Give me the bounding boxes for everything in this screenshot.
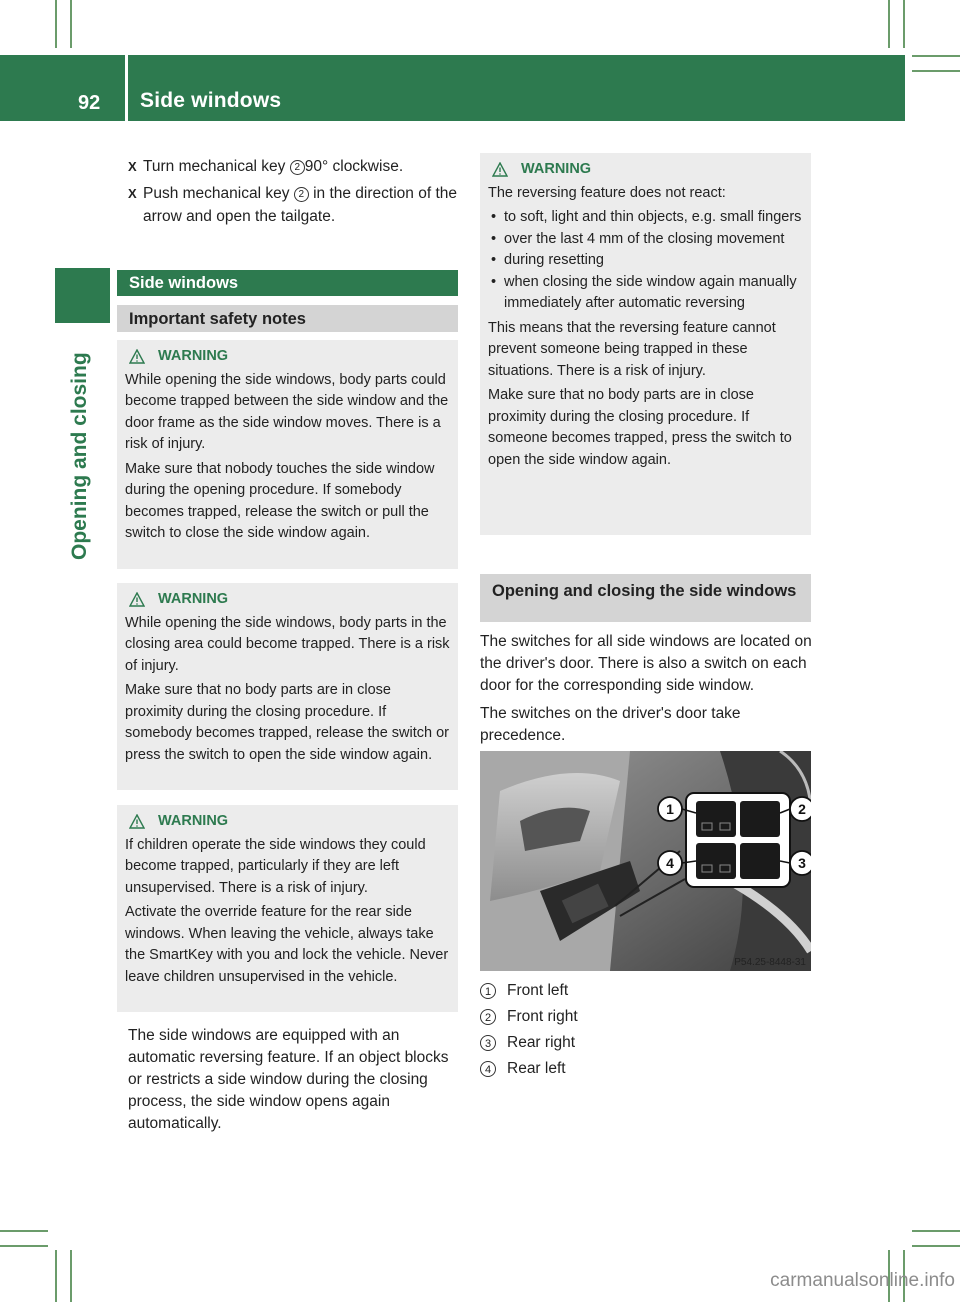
crop-mark bbox=[903, 0, 905, 48]
list-item: • over the last 4 mm of the closing movement bbox=[488, 229, 803, 251]
warning-box bbox=[480, 153, 811, 535]
legend-label: Rear right bbox=[507, 1034, 576, 1051]
paragraph: The side windows are equipped with an automatic reversing feature. If an object blocks or restricts a side window during the closing process, the side window opens again automatically. bbox=[128, 1027, 449, 1132]
legend-label: Front left bbox=[507, 982, 569, 999]
step-text: 90° clockwise. bbox=[304, 158, 404, 175]
legend-item bbox=[480, 1030, 810, 1056]
body-paragraph bbox=[128, 1025, 461, 1141]
warning-text: The reversing feature does not react: bbox=[488, 184, 726, 201]
step-text: in the direction of the arrow and open the tailgate. bbox=[143, 185, 457, 225]
step-text: Turn mechanical key bbox=[143, 158, 290, 175]
page-title: Side windows bbox=[140, 89, 282, 112]
warning-box bbox=[117, 583, 458, 790]
paragraph: The switches on the driver's door take precedence. bbox=[480, 705, 741, 744]
list-item: • to soft, light and thin objects, e.g. small fingers bbox=[488, 207, 803, 229]
callout-icon: 1 bbox=[480, 983, 496, 999]
warning-triangle-icon bbox=[129, 592, 145, 607]
instruction-step bbox=[128, 182, 463, 228]
crop-mark bbox=[888, 0, 890, 48]
door-switch-photo bbox=[480, 751, 811, 971]
warning-text: Make sure that no body parts are in close proximity during the closing procedure. If somebody becomes trapped, release the switch or press the switch to open the side window again. bbox=[125, 682, 450, 763]
warning-label: WARNING bbox=[158, 348, 229, 364]
figure-code: P54.25-8448-31 bbox=[734, 957, 806, 968]
warning-text: This means that the reversing feature cannot prevent someone being trapped in these situations. There is a risk of injury. bbox=[488, 319, 776, 379]
subsection-heading: Important safety notes bbox=[117, 305, 458, 332]
warning-bullet-list bbox=[488, 207, 803, 315]
figure-callout-3: 3 bbox=[798, 855, 806, 871]
warning-triangle-icon bbox=[129, 814, 145, 829]
paragraph: The switches for all side windows are located on the driver's door. There is also a switch on each door for the corresponding side window. bbox=[480, 633, 812, 694]
warning-label: WARNING bbox=[521, 161, 592, 177]
crop-mark bbox=[0, 1230, 48, 1232]
warning-text: Activate the override feature for the rear side windows. When leaving the vehicle, always take the SmartKey with you and lock the vehicle. Never leave children unsupervised in the vehicle. bbox=[125, 904, 449, 985]
legend-item bbox=[480, 1056, 810, 1082]
legend-label: Rear left bbox=[507, 1060, 566, 1077]
warning-text: While opening the side windows, body parts in the closing area could become trapped. There is a risk of injury. bbox=[125, 614, 450, 674]
section-heading: Side windows bbox=[117, 270, 458, 296]
warning-text: Make sure that nobody touches the side window during the opening procedure. If somebody becomes trapped, release the switch or pull the switch to close the side window again. bbox=[125, 460, 435, 541]
step-text: Push mechanical key bbox=[143, 185, 294, 202]
chapter-label: Opening and closing bbox=[68, 352, 91, 560]
callout-icon: 2 bbox=[480, 1009, 496, 1025]
callout-icon: 2 bbox=[290, 160, 305, 175]
crop-mark bbox=[912, 1245, 960, 1247]
legend-item bbox=[480, 1004, 810, 1030]
chapter-tab bbox=[55, 268, 110, 323]
callout-icon: 2 bbox=[294, 187, 309, 202]
page-header-bar bbox=[0, 55, 905, 121]
warning-text: Make sure that no body parts are in close proximity during the closing procedure. If someone becomes trapped, press the switch to open the side window again. bbox=[488, 387, 792, 468]
list-item: • during resetting bbox=[488, 250, 803, 272]
warning-label: WARNING bbox=[158, 591, 229, 607]
list-item: • when closing the side window again manually immediately after automatic reversing bbox=[488, 272, 803, 315]
figure-callout-4: 4 bbox=[666, 855, 674, 871]
legend-item bbox=[480, 978, 810, 1004]
warning-triangle-icon bbox=[129, 349, 145, 364]
subsection-heading: Opening and closing the side windows bbox=[480, 574, 811, 622]
door-switch-illustration bbox=[480, 751, 811, 971]
crop-mark bbox=[0, 1245, 48, 1247]
warning-text: While opening the side windows, body parts could become trapped between the side window and the door frame as the side window moves. There is a risk of injury. bbox=[125, 371, 449, 452]
crop-mark bbox=[912, 70, 960, 72]
instruction-step bbox=[128, 155, 463, 178]
step-arrow-icon: X bbox=[128, 186, 137, 201]
step-arrow-icon: X bbox=[128, 159, 137, 174]
callout-icon: 4 bbox=[480, 1061, 496, 1077]
figure-callout-1: 1 bbox=[666, 801, 674, 817]
body-paragraph bbox=[480, 631, 814, 753]
crop-mark bbox=[912, 1230, 960, 1232]
crop-mark bbox=[55, 0, 57, 48]
warning-triangle-icon bbox=[492, 162, 508, 177]
crop-mark bbox=[912, 55, 960, 57]
watermark: carmanualsonline.info bbox=[770, 1270, 955, 1291]
figure-legend bbox=[480, 978, 810, 1082]
callout-icon: 3 bbox=[480, 1035, 496, 1051]
header-separator bbox=[125, 55, 128, 121]
crop-mark bbox=[70, 0, 72, 48]
warning-box bbox=[117, 805, 458, 1012]
legend-label: Front right bbox=[507, 1008, 578, 1025]
warning-label: WARNING bbox=[158, 813, 229, 829]
figure-callout-2: 2 bbox=[798, 801, 806, 817]
page-number: 92 bbox=[78, 92, 101, 114]
warning-text: If children operate the side windows they could become trapped, particularly if they are left unsupervised. There is a risk of injury. bbox=[125, 836, 426, 896]
warning-box bbox=[117, 340, 458, 569]
